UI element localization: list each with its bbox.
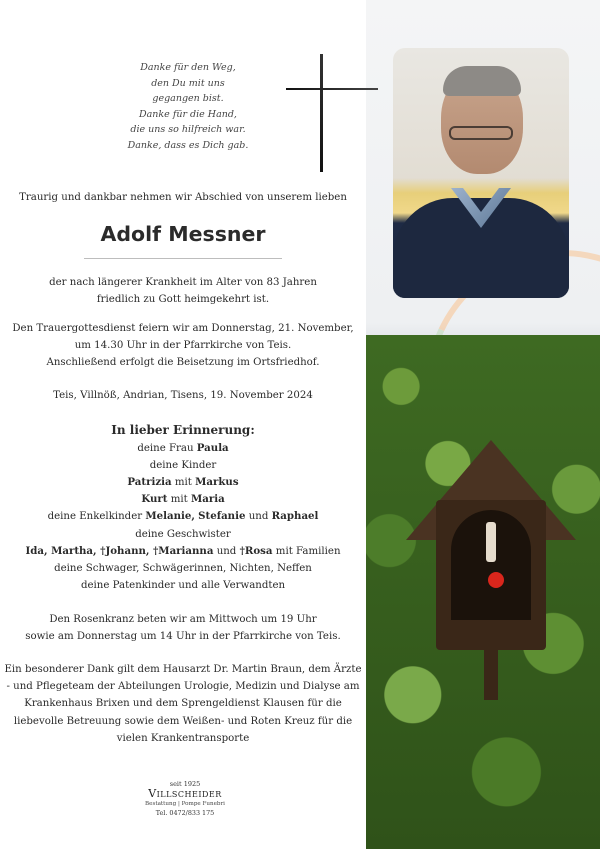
poem-line: Danke für die Hand,	[139, 108, 237, 120]
connector: mit	[174, 476, 192, 488]
funeral-home-logo	[130, 780, 240, 818]
deceased-name: Adolf Messner	[100, 222, 266, 246]
memory-title: In lieber Erinnerung:	[111, 423, 255, 437]
memory-wife-name: Paula	[196, 441, 229, 454]
grandchild-name: Melanie,	[145, 510, 195, 523]
poem-line: die uns so hilfreich war.	[130, 124, 246, 136]
red-flower	[488, 572, 504, 588]
sibling-names: Ida, Martha, †Johann, †Marianna	[25, 544, 214, 557]
logo-subtitle: Bestattung | Pompe Funebri	[145, 801, 225, 807]
rosary-text	[0, 611, 366, 645]
memory-wife-prefix: deine Frau	[137, 442, 194, 454]
cross-bar	[286, 88, 378, 90]
memory-wife	[0, 440, 366, 457]
wayside-shrine	[406, 440, 576, 680]
connector: mit	[170, 494, 188, 506]
siblings-suffix: mit Familien	[275, 545, 341, 557]
crucifix-figure	[486, 522, 496, 562]
logo-phone: Tel. 0472/833 175	[155, 809, 215, 817]
connector: und	[216, 545, 237, 557]
memory-inlaws: deine Schwager, Schwägerinnen, Nichten, Neffen	[54, 562, 312, 574]
shrine-post	[484, 640, 498, 700]
portrait-photo	[393, 48, 569, 298]
thanks-line: Ein besonderer Dank gilt dem Hausarzt Dr. Martin Braun, dem Ärzte	[4, 664, 362, 675]
grandchild-name: Stefanie	[198, 510, 246, 523]
service-line: um 14.30 Uhr in der Pfarrkirche von Teis.	[74, 340, 292, 352]
intro-text: Traurig und dankbar nehmen wir Abschied von unserem lieben	[19, 192, 347, 203]
memory-siblings	[0, 543, 366, 560]
partner-name: Markus	[195, 475, 239, 488]
rosary-line: sowie am Donnerstag um 14 Uhr in der Pfarrkirche von Teis.	[25, 631, 341, 643]
thanks-line: vielen Krankentransporte	[116, 732, 250, 744]
cross-icon	[320, 54, 323, 172]
memory-children-label: deine Kinder	[149, 459, 217, 471]
thanks-text	[0, 661, 366, 747]
divider	[84, 258, 282, 259]
poem-line: Danke, dass es Dich gab.	[127, 139, 249, 151]
grandchild-name: Raphael	[271, 510, 319, 523]
service-line: Den Trauergottesdienst feiern wir am Donnerstag, 21. November,	[12, 323, 354, 334]
logo-since: seit 1925	[169, 780, 201, 788]
memory-godchildren: deine Patenkinder und alle Verwandten	[80, 580, 286, 592]
place-date: Teis, Villnöß, Andrian, Tisens, 19. November 2024	[53, 390, 313, 401]
portrait-hair	[443, 66, 521, 96]
child-name: Patrizia	[127, 475, 172, 488]
connector: und	[248, 511, 269, 523]
memory-child	[0, 474, 366, 491]
rosary-line: Den Rosenkranz beten wir am Mittwoch um 19 Uhr	[49, 614, 317, 625]
memory-section	[0, 422, 366, 594]
thanks-line: - und Pflegeteam der Abteilungen Urologie, Medizin und Dialyse am	[6, 681, 360, 693]
poem-line: gegangen bist.	[152, 93, 224, 105]
poem-line: Danke für den Weg,	[140, 62, 236, 73]
logo-brand: Villscheider	[148, 787, 222, 800]
illness-line: friedlich zu Gott heimgekehrt ist.	[96, 294, 270, 306]
memory-siblings-label: deine Geschwister	[135, 528, 231, 540]
illness-text	[0, 274, 366, 308]
sibling-name: †Rosa	[239, 544, 273, 557]
memory-grandchildren	[0, 508, 366, 525]
service-text	[0, 320, 366, 372]
illness-line: der nach längerer Krankheit im Alter von 83 Jahren	[49, 277, 317, 288]
thanks-line: Krankenhaus Brixen und dem Sprengeldienst Klausen für die	[24, 698, 342, 710]
child-name: Kurt	[141, 493, 168, 506]
service-line: Anschließend erfolgt die Beisetzung im Ortsfriedhof.	[46, 357, 320, 369]
poem-line: den Du mit uns	[151, 77, 225, 89]
thanks-line: liebevolle Betreuung sowie dem Weißen- und Roten Kreuz für die	[13, 715, 353, 727]
grandchildren-prefix: deine Enkelkinder	[47, 511, 143, 523]
portrait-glasses	[449, 126, 513, 140]
poem	[118, 60, 258, 154]
partner-name: Maria	[190, 493, 225, 506]
memory-child	[0, 491, 366, 508]
